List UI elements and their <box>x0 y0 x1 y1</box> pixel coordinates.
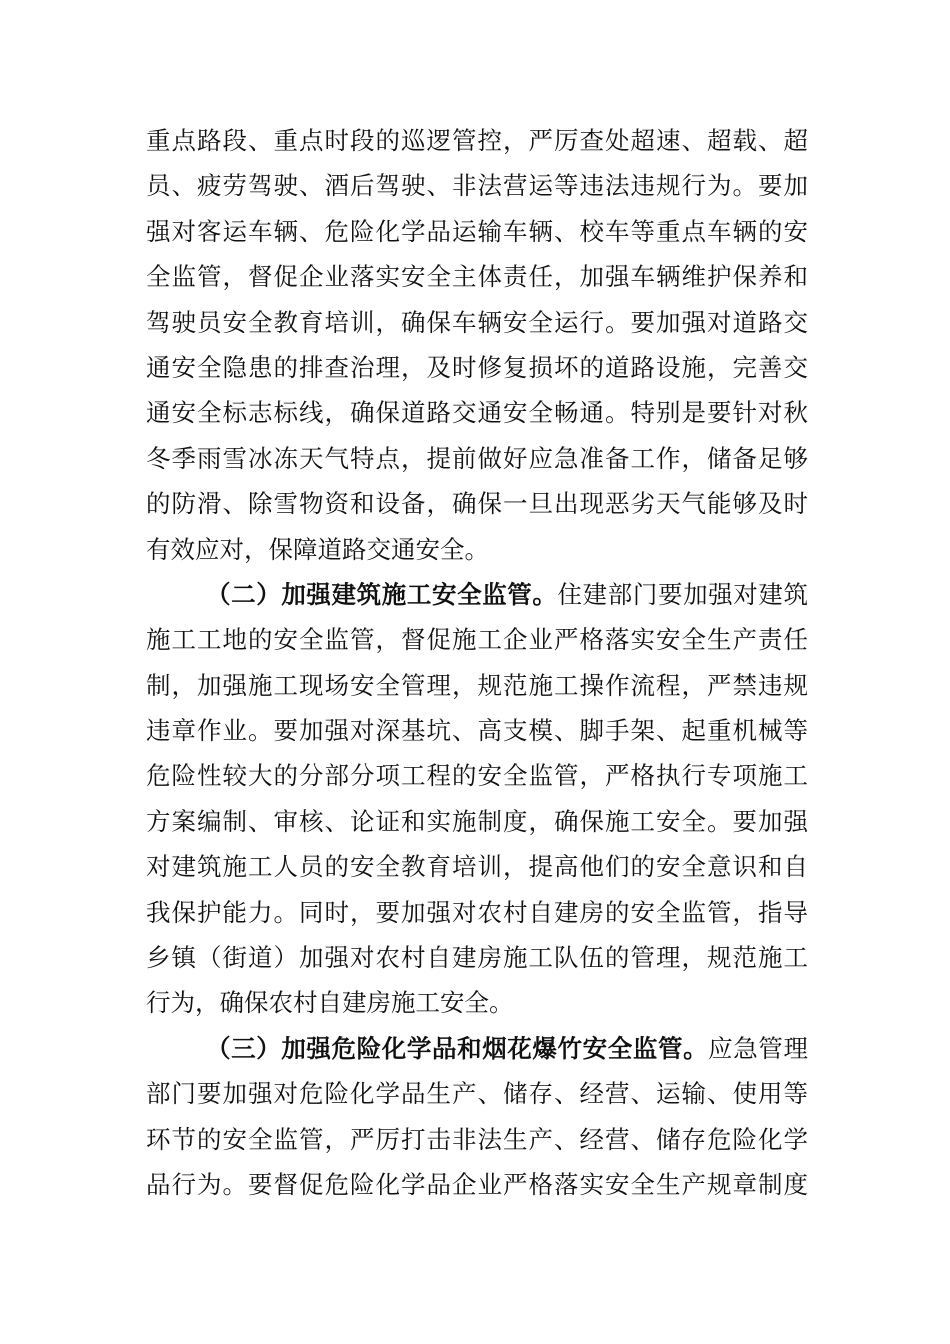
text-line: 员、疲劳驾驶、酒后驾驶、非法营运等违法违规行为。要加 <box>146 171 808 201</box>
text-line: 行为，确保农村自建房施工安全。 <box>146 988 514 1018</box>
text-line: 通安全标志标线，确保道路交通安全畅通。特别是要针对秋 <box>146 398 808 428</box>
text-line: 制，加强施工现场安全管理，规范施工操作流程，严禁违规 <box>146 670 808 700</box>
text-line: 通安全隐患的排查治理，及时修复损坏的道路设施，完善交 <box>146 352 808 382</box>
text-line: 对建筑施工人员的安全教育培训，提高他们的安全意识和自 <box>146 852 808 882</box>
text-line: 有效应对，保障道路交通安全。 <box>146 534 489 564</box>
text-run: 住建部门要加强对建筑 <box>557 579 809 609</box>
text-line: 全监管，督促企业落实安全主体责任，加强车辆维护保养和 <box>146 262 808 292</box>
paragraph-first-line <box>146 1026 808 1071</box>
text-line: 冬季雨雪冰冻天气特点，提前做好应急准备工作，储备足够 <box>146 443 808 473</box>
text-line: 驾驶员安全教育培训，确保车辆安全运行。要加强对道路交 <box>146 307 808 337</box>
paragraph-first-line <box>146 572 808 617</box>
text-line: 方案编制、审核、论证和实施制度，确保施工安全。要加强 <box>146 806 808 836</box>
text-line: 施工工地的安全监管，督促施工企业严格落实安全生产责任 <box>146 625 808 655</box>
paragraph-hazardous-chemicals <box>146 1026 808 1208</box>
text-line: 违章作业。要加强对深基坑、高支模、脚手架、起重机械等 <box>146 716 808 746</box>
text-line: 乡镇（街道）加强对农村自建房施工队伍的管理，规范施工 <box>146 943 808 973</box>
section-heading: （二）加强建筑施工安全监管。 <box>206 579 558 609</box>
section-heading: （三）加强危险化学品和烟花爆竹安全监管。 <box>206 1033 709 1063</box>
body-text <box>146 118 808 1207</box>
text-line: 我保护能力。同时，要加强对农村自建房的安全监管，指导 <box>146 897 808 927</box>
text-line: 危险性较大的分部分项工程的安全监管，严格执行专项施工 <box>146 761 808 791</box>
text-line: 部门要加强对危险化学品生产、储存、经营、运输、使用等 <box>146 1079 808 1109</box>
text-line: 重点路段、重点时段的巡逻管控，严厉查处超速、超载、超 <box>146 126 808 155</box>
paragraph-road-traffic <box>146 118 808 572</box>
paragraph-construction-safety <box>146 572 808 1026</box>
text-run: 应急管理 <box>708 1033 808 1063</box>
text-line: 强对客运车辆、危险化学品运输车辆、校车等重点车辆的安 <box>146 216 808 246</box>
text-line: 的防滑、除雪物资和设备，确保一旦出现恶劣天气能够及时 <box>146 489 808 519</box>
text-line: 环节的安全监管，严厉打击非法生产、经营、储存危险化学 <box>146 1124 808 1154</box>
text-line: 品行为。要督促危险化学品企业严格落实安全生产规章制度 <box>146 1169 808 1199</box>
